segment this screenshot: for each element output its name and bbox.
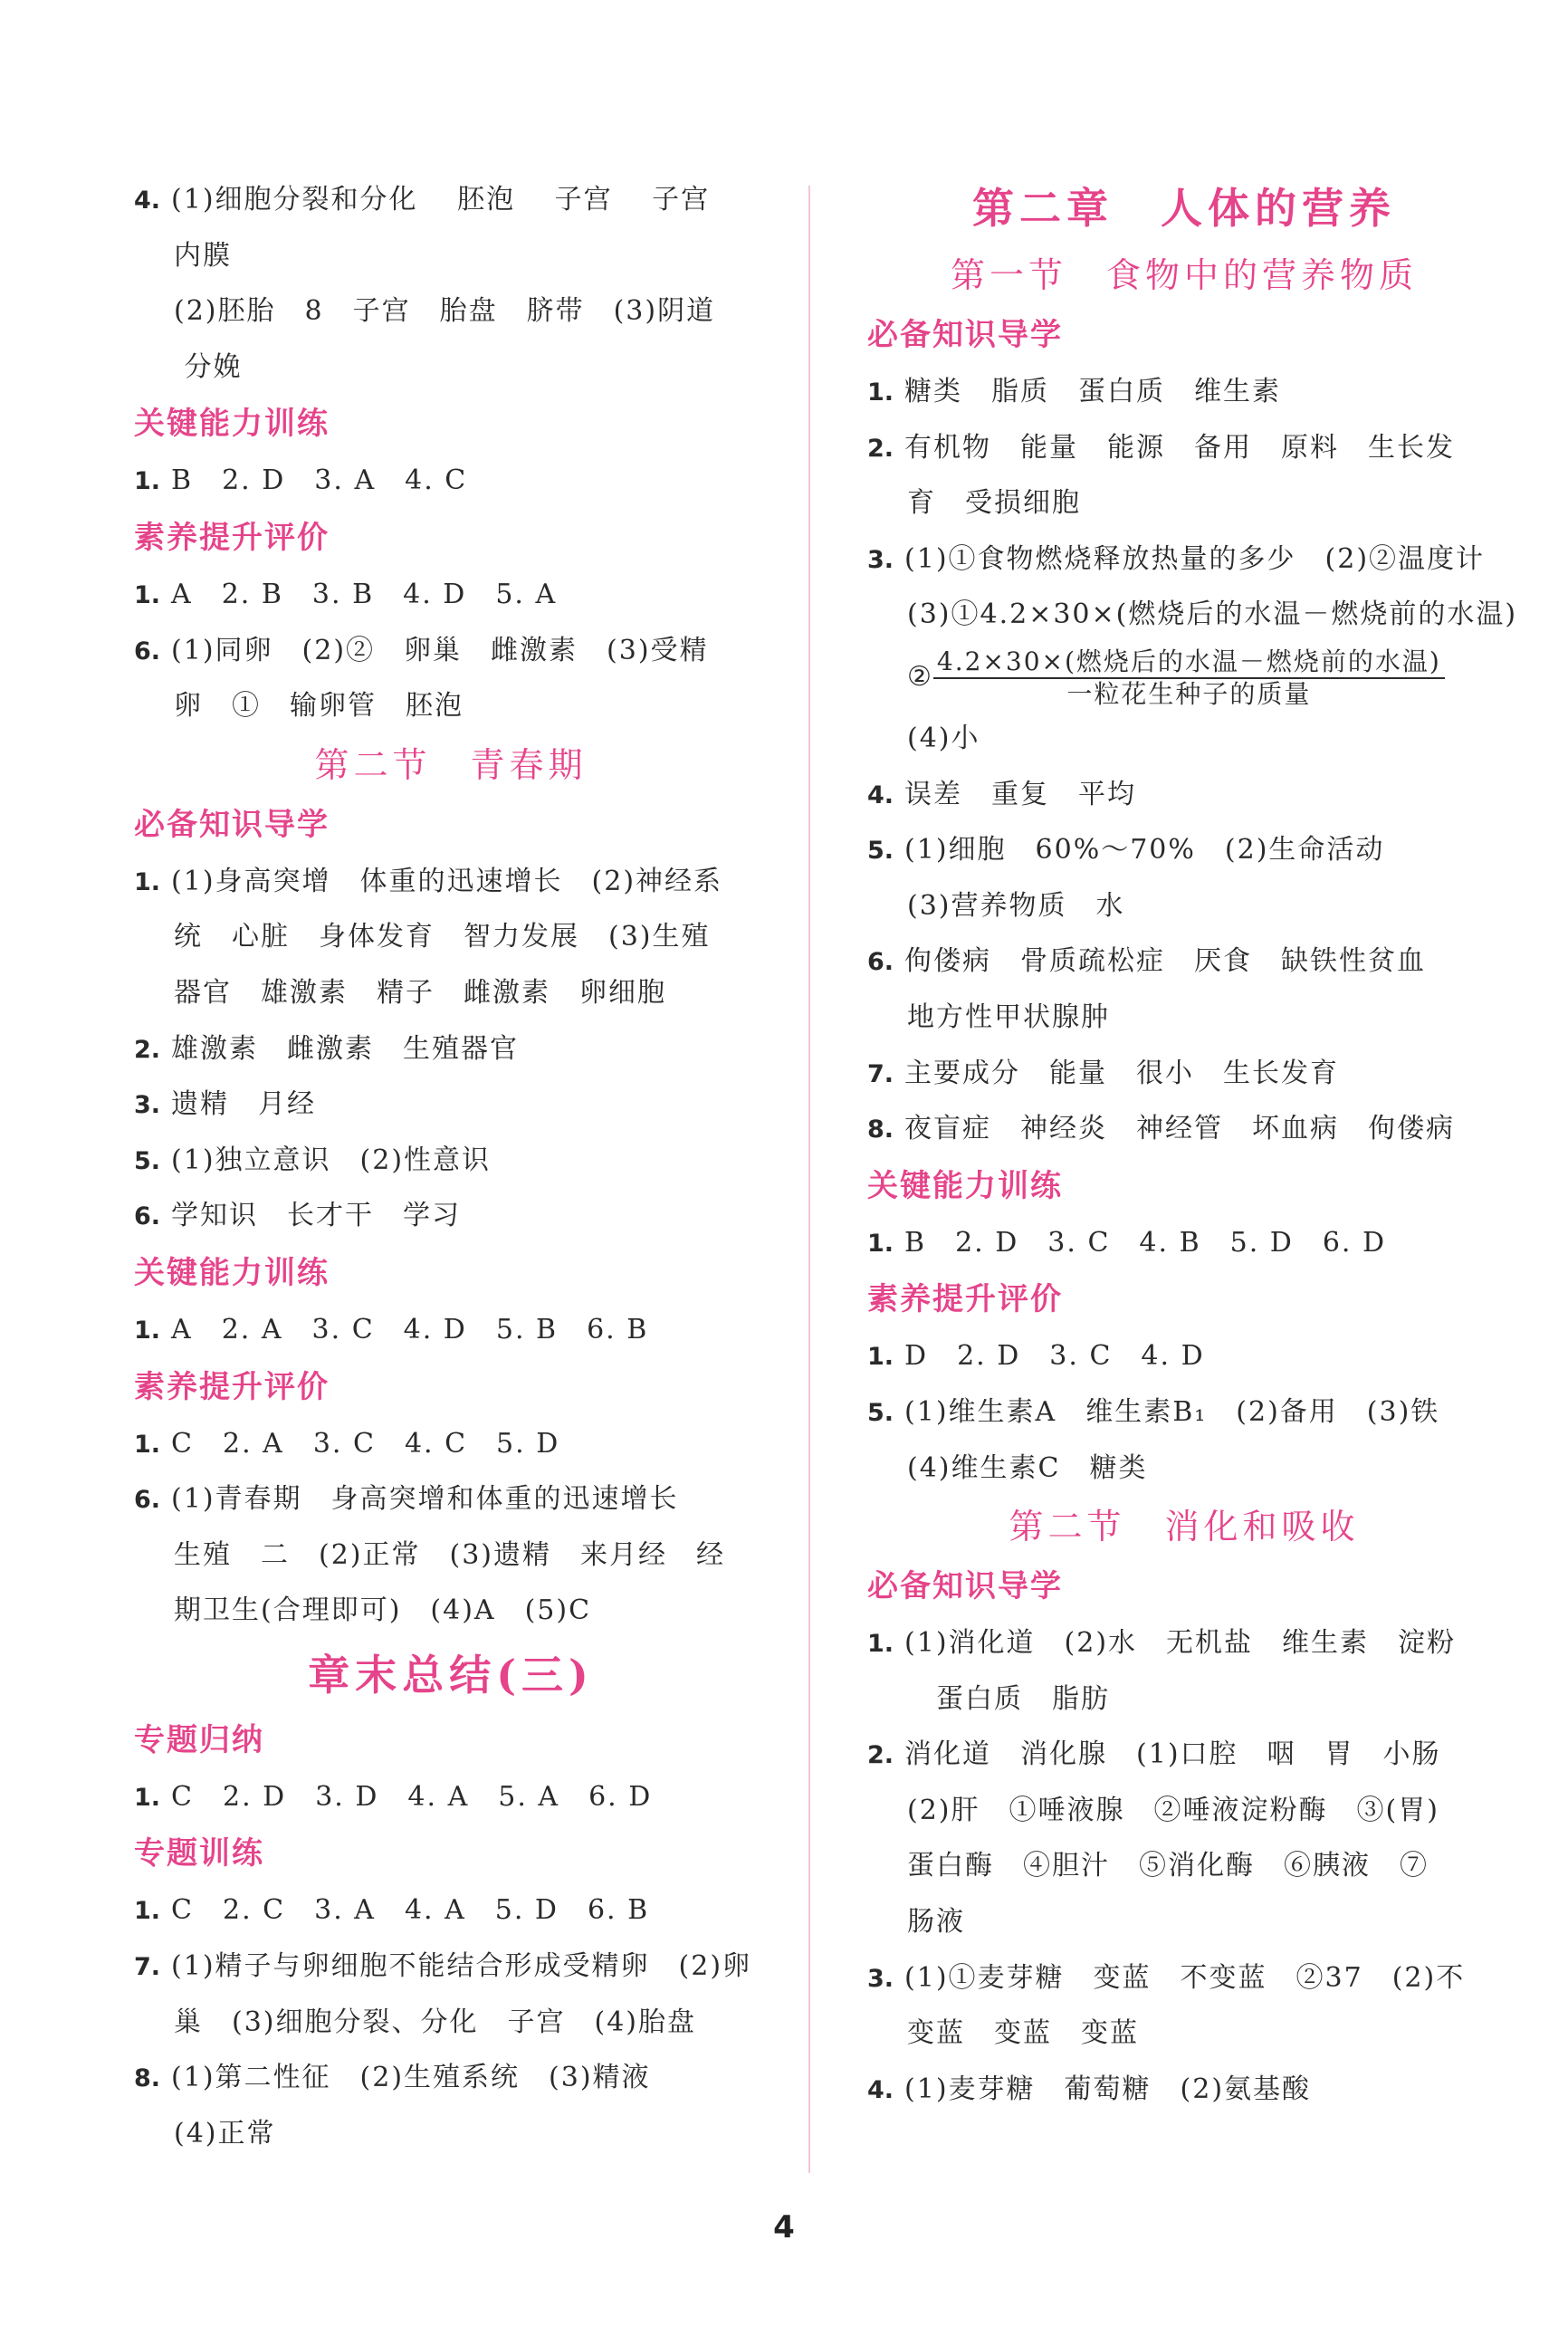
section-heading: 专题训练 — [134, 1835, 264, 1872]
answer-text: 误差 重复 平均 — [904, 778, 1137, 810]
question-number: 1. — [867, 1229, 894, 1258]
fraction — [933, 646, 1445, 710]
answer-line — [867, 1328, 1501, 1384]
answer-line — [867, 1950, 1501, 2006]
section-heading: 素养提升评价 — [134, 1368, 330, 1405]
answer-text: 夜盲症 神经炎 神经管 坏血病 佝偻病 — [904, 1113, 1456, 1145]
question-number: 4. — [867, 2075, 894, 2104]
answer-text: 器官 雄激素 精子 雌激素 卵细胞 — [174, 976, 666, 1009]
answer-line — [134, 1133, 768, 1189]
answer-text: (1)细胞 60%～70% (2)生命活动 — [904, 834, 1385, 867]
answer-line — [134, 1077, 768, 1133]
question-number: 1. — [134, 580, 161, 609]
section-heading: 关键能力训练 — [134, 1254, 330, 1291]
question-number: 1. — [134, 867, 161, 896]
answer-line — [134, 909, 768, 965]
answer-text: 遗精 月经 — [171, 1088, 317, 1121]
answer-text: (1)第二性征 (2)生殖系统 (3)精液 — [171, 2062, 651, 2094]
answer-line — [134, 854, 768, 910]
answer-line — [134, 623, 768, 679]
answer-text: (1)①麦芽糖 变蓝 不变蓝 ②37 (2)不 — [904, 1961, 1466, 1994]
answer-text: 蛋白质 脂肪 — [907, 1682, 1110, 1715]
answer-line — [867, 1783, 1501, 1839]
question-number: 3. — [867, 1964, 894, 1993]
question-number: 3. — [867, 545, 894, 574]
question-number: 1. — [867, 378, 894, 407]
answer-text: (2)肝 ①唾液腺 ②唾液淀粉酶 ③(胃) — [907, 1794, 1439, 1826]
answer-text: A 2. A 3. C 4. D 5. B 6. B — [171, 1313, 649, 1345]
question-number: 1. — [134, 1897, 161, 1926]
answer-line — [134, 1995, 768, 2051]
answer-line — [134, 1939, 768, 1995]
answer-text: (3)①4.2×30×(燃烧后的水温－燃烧前的水温) — [907, 598, 1518, 631]
answer-line — [134, 228, 768, 284]
question-number: 8. — [134, 2064, 161, 2093]
answer-line — [134, 2106, 768, 2162]
answer-text: 生殖 二 (2)正常 (3)遗精 来月经 经 — [174, 1538, 725, 1571]
answer-text: 内膜 — [174, 239, 232, 272]
answer-text: B 2. D 3. A 4. C — [171, 464, 468, 497]
answer-line — [867, 1101, 1501, 1157]
answer-text: 巢 (3)细胞分裂、分化 子宫 (4)胎盘 — [174, 2006, 696, 2038]
question-number: 2. — [867, 1741, 894, 1770]
answer-line — [134, 1769, 768, 1825]
question-number: 1. — [134, 1316, 161, 1345]
answer-text: 分娩 — [174, 350, 243, 383]
answer-line — [134, 1882, 768, 1939]
answer-line — [867, 2062, 1501, 2118]
answer-text: (3)营养物质 水 — [907, 889, 1125, 922]
answer-text: 学知识 长才干 学习 — [171, 1200, 462, 1232]
question-number: 3. — [134, 1091, 161, 1120]
answer-line — [867, 587, 1518, 643]
answer-line — [867, 1384, 1501, 1441]
answer-line — [134, 965, 768, 1021]
question-number: 2. — [134, 1035, 161, 1064]
answer-text: (4)维生素C 糖类 — [907, 1451, 1148, 1484]
section-title: 第二节 消化和吸收 — [1009, 1507, 1360, 1547]
fraction-numerator: 4.2×30×(燃烧后的水温－燃烧前的水温) — [933, 646, 1445, 679]
answer-text: 肠液 — [907, 1906, 965, 1939]
answer-line — [134, 283, 768, 340]
left-column — [134, 172, 768, 2161]
answer-text: B 2. D 3. C 4. B 5. D 6. D — [904, 1226, 1387, 1259]
answer-text: D 2. D 3. C 4. D — [904, 1340, 1205, 1373]
answer-line — [134, 340, 768, 396]
answer-line — [867, 1046, 1501, 1102]
question-number: 1. — [134, 1783, 161, 1812]
answer-text: C 2. A 3. C 4. C 5. D — [171, 1427, 560, 1460]
answer-line — [867, 1727, 1501, 1783]
answer-text: (1)精子与卵细胞不能结合形成受精卵 (2)卵 — [171, 1950, 752, 1983]
chapter-title: 第二章 人体的营养 — [972, 184, 1396, 233]
answer-line — [867, 1441, 1501, 1497]
section-heading: 必备知识导学 — [867, 317, 1063, 353]
section-heading: 素养提升评价 — [134, 519, 330, 556]
answer-line — [134, 172, 768, 228]
answer-line — [867, 990, 1501, 1046]
answer-line — [867, 1838, 1501, 1894]
answer-text: 有机物 能量 能源 备用 原料 生长发 — [904, 431, 1456, 464]
answer-text: 主要成分 能量 很小 生长发育 — [904, 1057, 1340, 1089]
answer-text: (1)麦芽糖 葡萄糖 (2)氨基酸 — [904, 2073, 1312, 2105]
question-number: 6. — [867, 948, 894, 977]
question-number: 5. — [867, 837, 894, 866]
answer-text: 变蓝 变蓝 变蓝 — [907, 2017, 1139, 2050]
section-heading: 关键能力训练 — [134, 406, 330, 443]
answer-line — [134, 1471, 768, 1527]
section-heading: 关键能力训练 — [867, 1167, 1063, 1204]
fraction-answer — [867, 643, 1501, 711]
section-title: 第一节 食物中的营养物质 — [950, 255, 1418, 295]
question-number: 7. — [867, 1059, 894, 1088]
answer-text: (4)小 — [907, 722, 980, 754]
question-number: 6. — [134, 1202, 161, 1231]
question-number: 1. — [867, 1343, 894, 1372]
answer-line — [867, 364, 1501, 420]
answer-text: 消化道 消化腺 (1)口腔 咽 胃 小肠 — [904, 1738, 1441, 1771]
question-number: 2. — [867, 434, 894, 463]
answer-line — [867, 767, 1501, 823]
question-number: 1. — [134, 467, 161, 496]
answer-text: (1)细胞分裂和分化 胚泡 子宫 子宫 — [171, 184, 711, 215]
question-number: 8. — [867, 1116, 894, 1144]
answer-text: 卵 ① 输卵管 胚泡 — [174, 690, 464, 723]
answer-line — [867, 1671, 1501, 1728]
answer-line — [867, 1615, 1501, 1671]
answer-line — [867, 475, 1501, 531]
answer-line — [867, 878, 1501, 934]
section-heading: 专题归纳 — [134, 1721, 264, 1758]
answer-line — [867, 420, 1501, 476]
answer-text: 统 心脏 身体发育 智力发展 (3)生殖 — [174, 921, 711, 953]
answer-text: (2)胚胎 8 子宫 胎盘 脐带 (3)阴道 — [174, 295, 716, 328]
question-number: 4. — [867, 780, 894, 809]
answer-text: (1)①食物燃烧释放热量的多少 (2)②温度计 — [904, 542, 1486, 575]
answer-line — [867, 822, 1501, 878]
question-number: 6. — [134, 637, 161, 665]
section-title: 第二节 青春期 — [314, 744, 588, 785]
answer-text: A 2. B 3. B 4. D 5. A — [171, 578, 558, 610]
page-number: 4 — [773, 2209, 795, 2245]
question-number: 5. — [134, 1146, 161, 1175]
question-number: 1. — [867, 1630, 894, 1659]
answer-line — [134, 1021, 768, 1077]
answer-text: (1)身高突增 体重的迅速增长 (2)神经系 — [171, 865, 723, 897]
answer-text: C 2. C 3. A 4. A 5. D 6. B — [171, 1894, 650, 1927]
section-heading: 素养提升评价 — [867, 1281, 1063, 1318]
answer-line — [134, 1302, 768, 1358]
answer-line — [867, 711, 1501, 767]
question-number: 1. — [134, 1430, 161, 1459]
answer-text: (4)正常 — [174, 2117, 276, 2150]
answer-line — [867, 2006, 1501, 2062]
answer-text: 蛋白酶 ④胆汁 ⑤消化酶 ⑥胰液 ⑦ — [907, 1850, 1429, 1882]
answer-line — [134, 1527, 768, 1584]
answer-text: 雄激素 雌激素 生殖器官 — [171, 1032, 520, 1065]
answer-line — [134, 1188, 768, 1244]
fraction-prefix: ② — [907, 660, 933, 693]
answer-line — [134, 2050, 768, 2106]
answer-line — [867, 531, 1501, 588]
answer-line — [134, 1416, 768, 1472]
answer-line — [134, 567, 768, 623]
answer-text: 地方性甲状腺肿 — [907, 1001, 1110, 1033]
right-column — [867, 172, 1518, 2117]
answer-text: (1)消化道 (2)水 无机盐 维生素 淀粉 — [904, 1627, 1457, 1660]
question-number: 6. — [134, 1486, 161, 1515]
question-number: 7. — [134, 1953, 161, 1982]
answer-line — [134, 453, 768, 509]
fraction-denominator: 一粒花生种子的质量 — [1066, 678, 1312, 709]
chapter-title: 章末总结(三) — [308, 1650, 594, 1700]
answer-text: 期卫生(合理即可) (4)A (5)C — [174, 1594, 592, 1627]
answer-text: 育 受损细胞 — [907, 487, 1081, 520]
answer-text: 佝偻病 骨质疏松症 厌食 缺铁性贫血 — [904, 945, 1427, 978]
section-heading: 必备知识导学 — [867, 1568, 1063, 1605]
answer-text: (1)维生素A 维生素B₁ (2)备用 (3)铁 — [904, 1395, 1440, 1428]
section-heading: 必备知识导学 — [134, 806, 330, 843]
answer-line — [134, 678, 768, 734]
question-number: 5. — [867, 1398, 894, 1427]
column-divider — [808, 186, 810, 2173]
answer-line — [867, 1215, 1501, 1271]
answer-line — [134, 1583, 768, 1639]
answer-text: (1)同卵 (2)② 卵巢 雌激素 (3)受精 — [171, 634, 709, 666]
question-number: 4. — [134, 187, 161, 215]
answer-text: (1)独立意识 (2)性意识 — [171, 1144, 492, 1176]
answer-text: (1)青春期 身高突增和体重的迅速增长 — [171, 1483, 679, 1516]
answer-text: 糖类 脂质 蛋白质 维生素 — [904, 376, 1282, 407]
answer-text: C 2. D 3. D 4. A 5. A 6. D — [171, 1780, 653, 1813]
answer-line — [867, 1894, 1501, 1950]
answer-line — [867, 934, 1501, 990]
